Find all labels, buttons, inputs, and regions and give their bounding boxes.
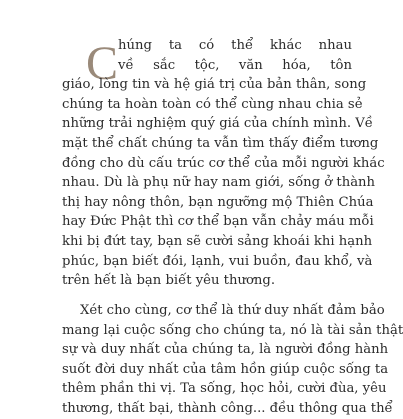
text-line: giáo, lòng tin và hệ giá trị của bản thân, song bbox=[62, 77, 367, 93]
text-line: phúc, bạn biết đói, lạnh, vui buồn, đau khổ, và bbox=[62, 253, 373, 269]
paragraph-1 bbox=[62, 36, 385, 291]
text-line: trên hết là bạn biết yêu thương. bbox=[62, 273, 276, 289]
text-line: thị hay nông thôn, bạn ngưỡng mộ Thiên Chúa bbox=[62, 194, 374, 210]
text-line: khi bị đứt tay, bạn sẽ cười sảng khoái khi hạnh bbox=[62, 233, 373, 249]
text-line: đồng cho dù cấu trúc cơ thể của mỗi người khác bbox=[62, 155, 385, 171]
text-line: sự và duy nhất của chúng ta, là người đồng hành bbox=[62, 342, 389, 358]
text-line: suốt đời duy nhất của tâm hồn giúp cuộc sống ta bbox=[62, 361, 389, 377]
text-line: về sắc tộc, văn hóa, tôn bbox=[118, 57, 352, 73]
text-line: nhau. Dù là phụ nữ hay nam giới, sống ở thành bbox=[62, 175, 376, 191]
text-line: hay Đức Phật thì cơ thể bạn vẫn chảy máu mỗi bbox=[62, 214, 374, 230]
text-line: Xét cho cùng, cơ thể là thứ duy nhất đảm bảo bbox=[80, 303, 385, 318]
text-line: mang lại cuộc sống cho chúng ta, nó là tài sản thật bbox=[62, 322, 403, 338]
text-line: chúng ta hoàn toàn có thể cùng nhau chia sẻ bbox=[62, 96, 363, 112]
text-line: thương, thất bại, thành công... đều thông qua thể bbox=[62, 400, 393, 416]
drop-cap-letter: C bbox=[86, 37, 119, 90]
paragraph-2 bbox=[62, 301, 403, 419]
text-line: húng ta có thể khác nhau bbox=[118, 38, 352, 53]
text-line: thêm phần thi vị. Ta sống, học hỏi, cười đùa, yêu bbox=[62, 381, 387, 397]
text-line: mặt thể chất chúng ta vẫn tìm thấy điểm tương bbox=[62, 135, 379, 151]
text-line: những trải nghiệm quý giá của chính mình. Về bbox=[62, 116, 373, 132]
